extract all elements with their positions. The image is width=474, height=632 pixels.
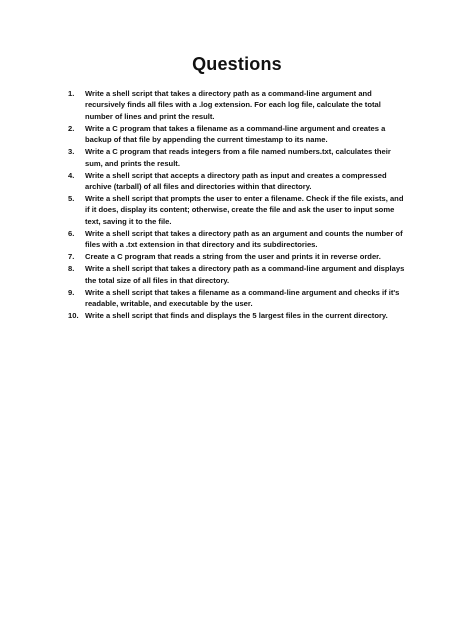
question-number: 2. (68, 123, 75, 133)
question-item-5 (68, 193, 410, 227)
question-number: 1. (68, 89, 75, 98)
question-item-1 (68, 88, 410, 122)
question-item-6 (68, 228, 410, 251)
question-text: Write a shell script that takes a filename as a command-line argument and checks if it's readable, writable, and executable by the user. (85, 287, 400, 309)
question-item-2 (68, 123, 410, 146)
question-text: Write a shell script that takes a directory path as a command-line argument and recursively finds all files with a .log extension. For each log file, calculate the total number of lines and print the result. (85, 89, 381, 121)
page-title: Questions (192, 54, 282, 74)
question-item-9 (68, 287, 410, 310)
question-number: 3. (68, 147, 75, 157)
question-item-3 (68, 146, 410, 169)
question-number: 8. (68, 264, 75, 274)
question-item-8 (68, 263, 410, 286)
question-text: Create a C program that reads a string from the user and prints it in reverse order. (85, 252, 381, 262)
question-item-4 (68, 170, 410, 193)
question-number: 9. (68, 287, 75, 297)
question-text: Write a C program that takes a filename as a command-line argument and creates a backup of that file by appending the current timestamp to its name. (85, 123, 386, 145)
question-text: Write a shell script that prompts the user to enter a filename. Check if the file exists, and if it does, display its content; otherwise, create the file and ask the user to input some text, saving it to the file. (85, 194, 404, 226)
question-number: 4. (68, 170, 75, 180)
question-number: 5. (68, 194, 75, 204)
question-number: 6. (68, 228, 75, 238)
question-item-10 (68, 310, 410, 321)
question-number: 7. (68, 252, 75, 262)
question-text: Write a shell script that accepts a directory path as input and creates a compressed archive (tarball) of all files and directories within that directory. (85, 170, 387, 192)
question-text: Write a shell script that takes a directory path as a command-line argument and displays the total size of all files in that directory. (85, 264, 405, 285)
question-text: Write a C program that reads integers from a file named numbers.txt, calculates their sum, and prints the result. (85, 147, 391, 168)
question-text: Write a shell script that takes a directory path as an argument and counts the number of files with a .txt extension in that directory and its subdirectories. (85, 228, 403, 250)
question-list (68, 88, 410, 322)
question-item-7 (68, 251, 410, 262)
question-number: 10. (68, 311, 79, 321)
question-text: Write a shell script that finds and displays the 5 largest files in the current directory. (85, 311, 388, 321)
